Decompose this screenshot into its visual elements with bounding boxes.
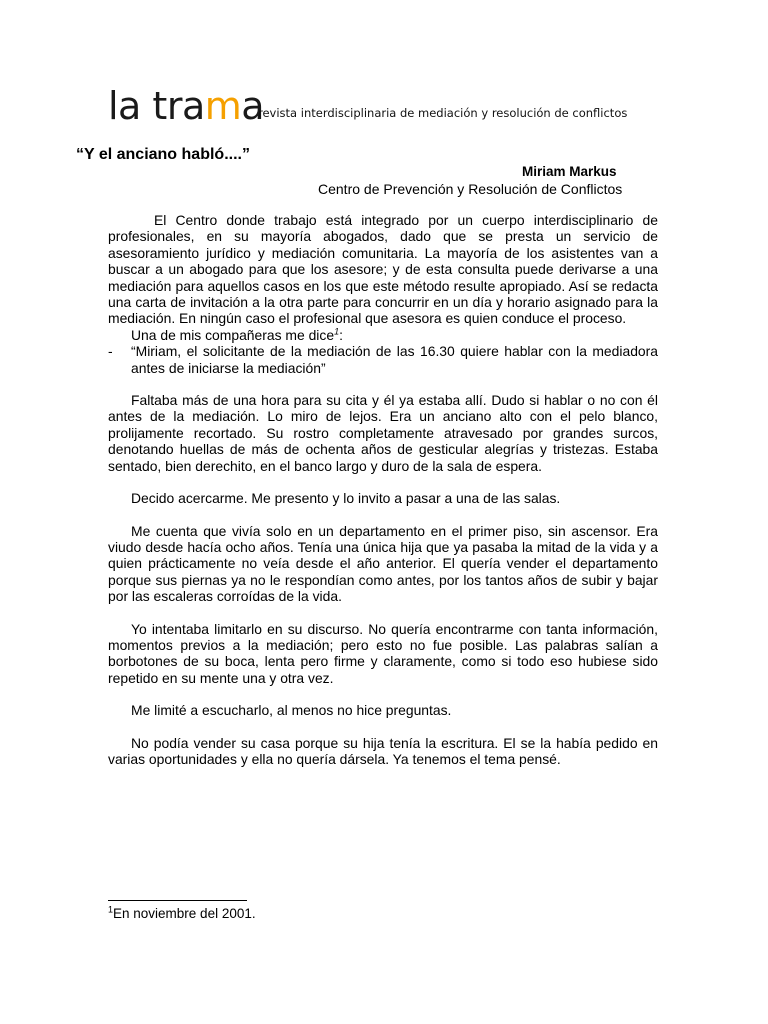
paragraph-5: Me cuenta que vivía solo en un departamento en el primer piso, sin ascensor. Era viudo desde hacía ocho años. Tenía una única hija que ya pasaba la mitad de la vida y a quien prácticamente no veía desde el año anterior. El quería vender el departamento porque sus piernas ya no le respondían como antes, por los tantos años de subir y bajar por las escaleras corroídas de la vida. xyxy=(108,522,658,605)
author-organization: Centro de Prevención y Resolución de Conflictos xyxy=(318,181,623,197)
brand-logo xyxy=(108,84,264,128)
footnote-text: En noviembre del 2001. xyxy=(113,906,256,921)
paragraph-6: Yo intentaba limitarlo en su discurso. No quería encontrarme con tanta información, momentos previos a la mediación; pero esto no fue posible. Las palabras salían a borbotones de su boca, lenta pero firme y claramente, como si todo eso hubiese sido repetido en su mente una y otra vez. xyxy=(108,620,658,686)
paragraph-7: Me limité a escucharlo, al menos no hice preguntas. xyxy=(131,702,452,719)
paragraph-1: El Centro donde trabajo está integrado por un cuerpo interdisciplinario de profesionales, en su mayoría abogados, dado que se presta un servicio de asesoramiento jurídico y mediación comunitaria. La mayoría de los asistentes van a buscar a un abogado para que los asesore; y de esta consulta puede derivarse a una mediación para aquellos casos en los que este método resulte apropiado. Así se redacta una carta de invitación a la otra parte para concurrir en un día y horario asignado para la mediación. En ningún caso el profesional que asesora es quien conduce el proceso. xyxy=(108,212,658,327)
quote-list-item xyxy=(108,343,658,376)
dash-bullet: - xyxy=(108,343,113,360)
article-title: “Y el anciano habló....” xyxy=(76,146,250,163)
brand-accent-letter: m xyxy=(204,84,242,128)
paragraph-4: Decido acercarme. Me presento y lo invito a pasar a una de las salas. xyxy=(131,490,561,507)
magazine-header xyxy=(108,84,668,128)
brand-prefix: la tra xyxy=(108,84,205,128)
paragraph-2-text: Una de mis compañeras me dice xyxy=(131,326,335,343)
paragraph-2-colon: : xyxy=(339,326,343,343)
paragraph-2 xyxy=(108,327,658,343)
article-body xyxy=(108,212,658,767)
magazine-tagline: revista interdisciplinaria de mediación y resolución de conflictos xyxy=(258,106,628,120)
paragraph-8: No podía vender su casa porque su hija tenía la escritura. El se la había pedido en varias oportunidades y ella no quería dársela. Ya tenemos el tema pensé. xyxy=(108,734,658,767)
quote-text: “Miriam, el solicitante de la mediación de las 16.30 quiere hablar con la mediadora antes de iniciarse la mediación” xyxy=(131,343,658,376)
paragraph-3: Faltaba más de una hora para su cita y él ya estaba allí. Dudo si hablar o no con él antes de la mediación. Lo miro de lejos. Era un anciano alto con el pelo blanco, prolijamente recortado. Su rostro completamente atravesado por grandes surcos, denotando huellas de más de ochenta años de gesticular alegrías y tristezas. Estaba sentado, bien derechito, en el banco largo y duro de la sala de espera. xyxy=(108,392,658,474)
footnote-ref[interactable]: 1 xyxy=(334,326,340,337)
footnote-divider xyxy=(108,900,247,901)
footnote-number: 1 xyxy=(108,904,114,915)
footnote xyxy=(108,906,256,922)
article-author: Miriam Markus xyxy=(522,164,617,179)
brand-suffix: a xyxy=(241,84,265,128)
